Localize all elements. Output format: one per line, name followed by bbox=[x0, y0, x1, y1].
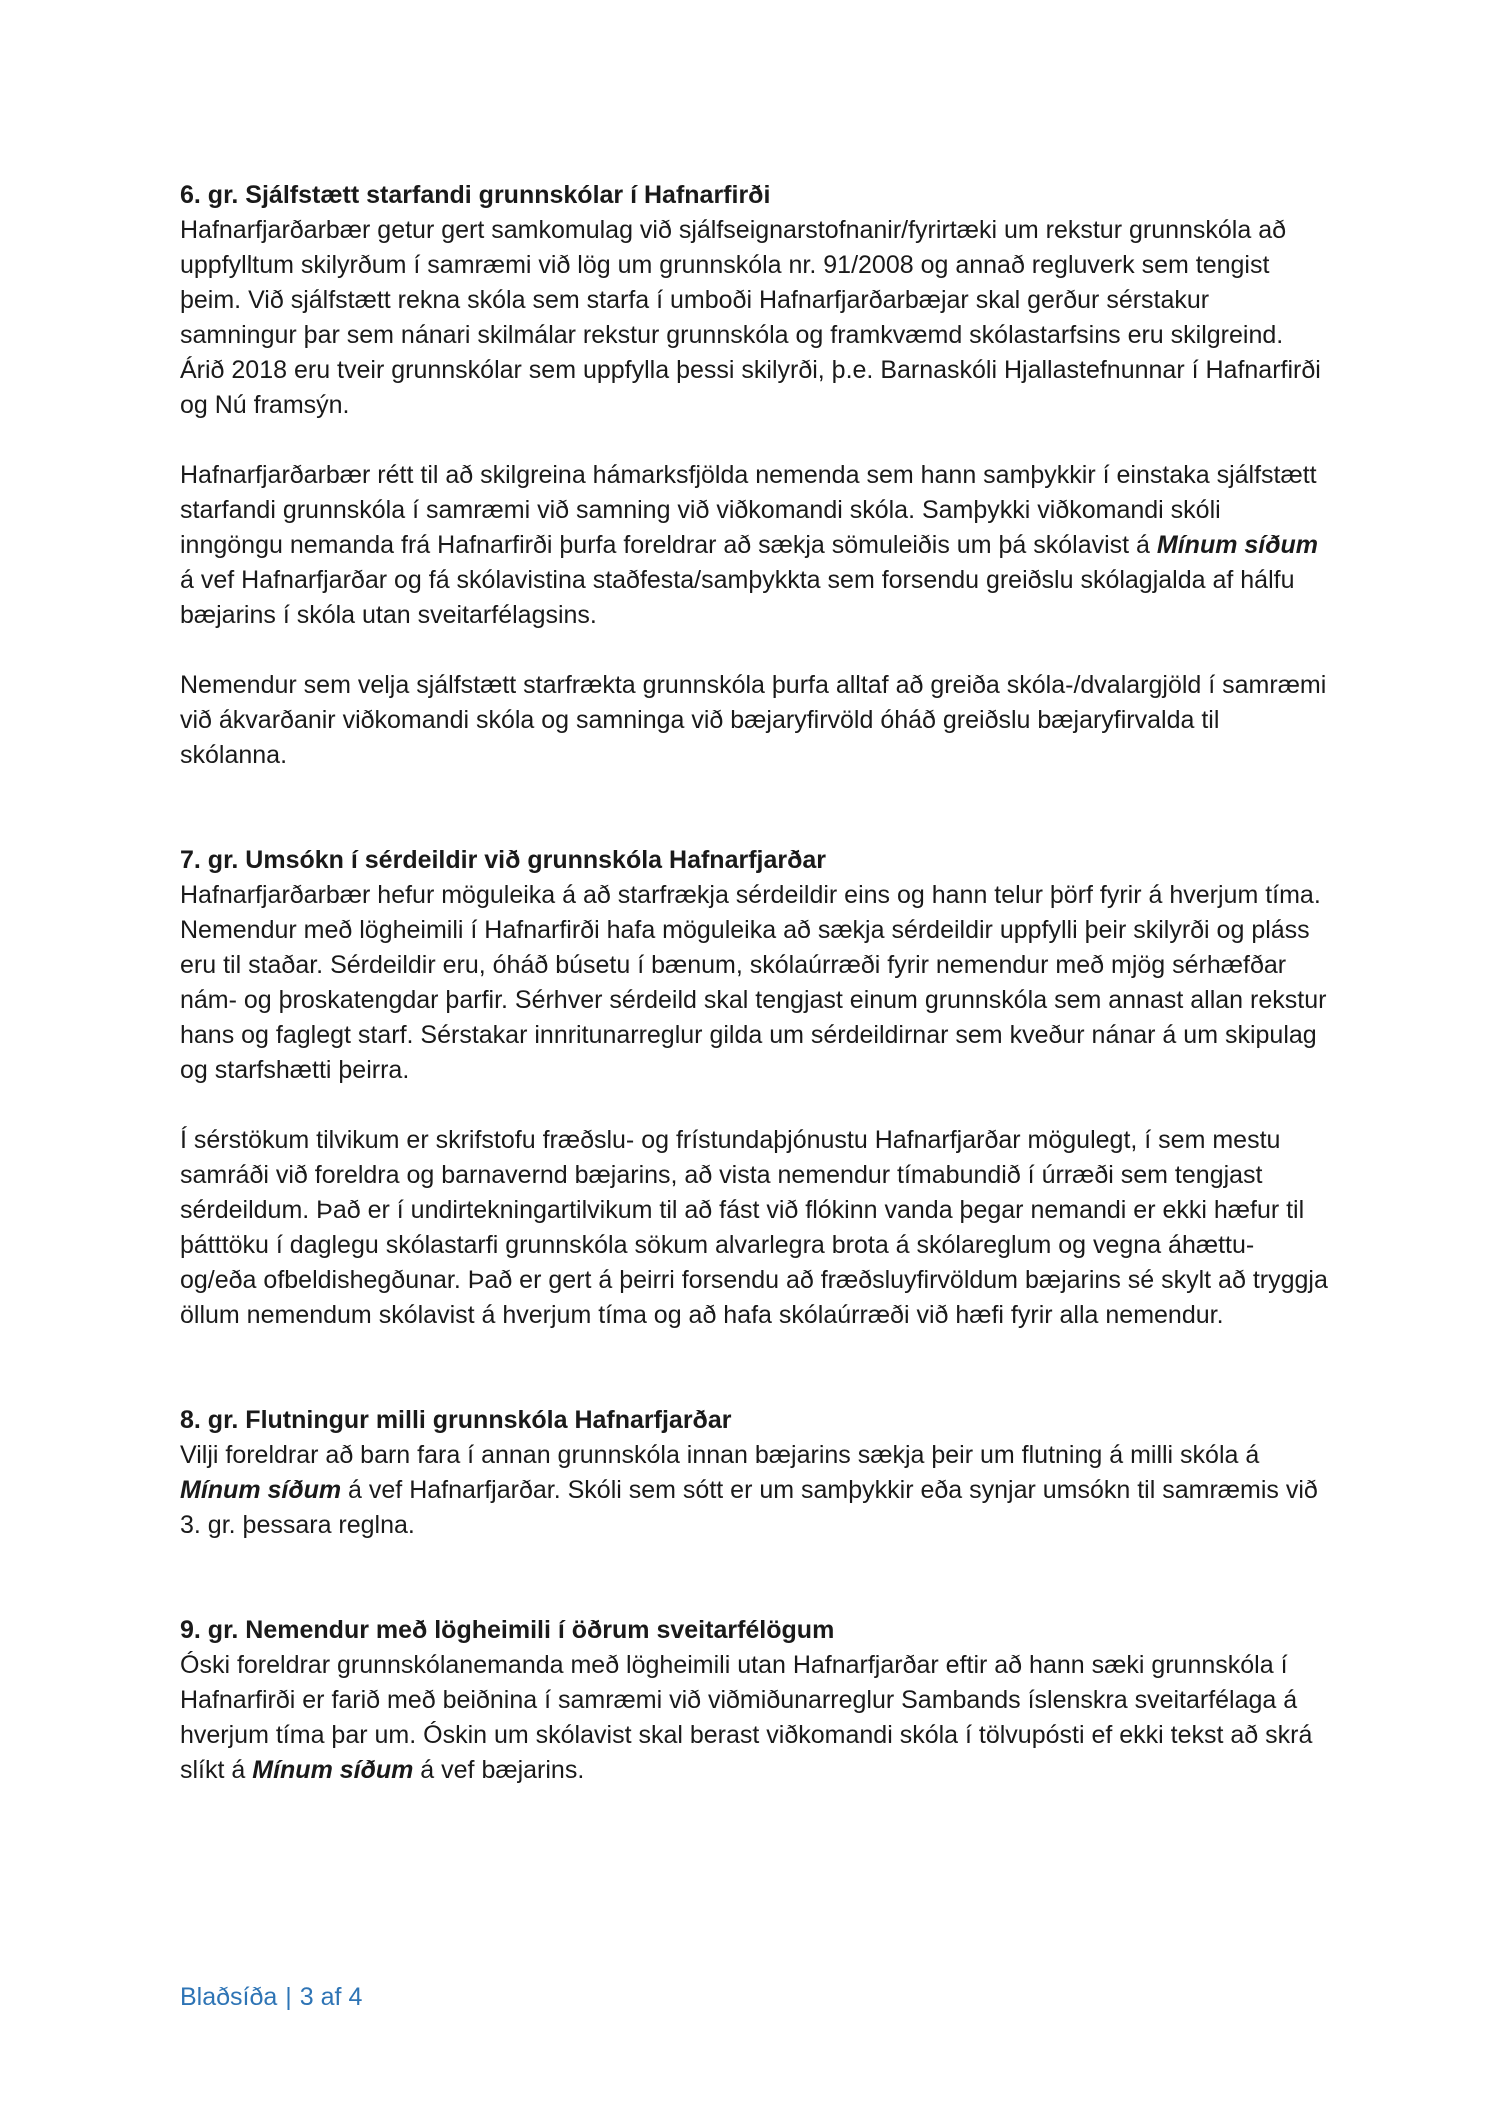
paragraph-text: á vef bæjarins. bbox=[413, 1756, 585, 1784]
paragraph: Í sérstökum tilvikum er skrifstofu fræðslu- og frístundaþjónustu Hafnarfjarðar mögulegt, í sem mestu samráði við foreldra og barnavernd bæjarins, að vista nemendur tímabundið í úrræði sem tengjast sérdeildum. Það er í undirtekningartilvikum til að fást við flókinn vanda þegar nemandi er ekki hæfur til þátttöku í daglegu skólastarfi grunnskóla sökum alvarlegra brota á skólareglum og vegna áhættu- og/eða ofbeldishegðunar. Það er gert á þeirri forsendu að fræðsluyfirvöldum bæjarins sé skylt að tryggja öllum nemendum skólavist á hverjum tíma og að hafa skólaúrræði við hæfi fyrir alla nemendur. bbox=[180, 1126, 1328, 1329]
section-6 bbox=[180, 178, 1330, 773]
paragraph-text: Óski foreldrar grunnskólanemanda með lögheimili utan Hafnarfjarðar eftir að hann sæki grunnskóla í Hafnarfirði er farið með beiðnina í samræmi við viðmiðunarreglur Sambands íslenskra sveitarfélaga á hverjum tíma þar um. Óskin um skólavist skal berast viðkomandi skóla í tölvupósti ef ekki tekst að skrá slíkt á bbox=[180, 1651, 1313, 1784]
section-7 bbox=[180, 843, 1330, 1333]
section-8 bbox=[180, 1403, 1330, 1543]
paragraph: Hafnarfjarðarbær hefur möguleika á að starfrækja sérdeildir eins og hann telur þörf fyrir á hverjum tíma. Nemendur með lögheimili í Hafnarfirði hafa möguleika að sækja sérdeildir uppfylli þeir skilyrði og pláss eru til staðar. Sérdeildir eru, óháð búsetu í bænum, skólaúrræði fyrir nemendur með mjög sérhæfðar nám- og þroskatengdar þarfir. Sérhver sérdeild skal tengjast einum grunnskóla sem annast allan rekstur hans og faglegt starf. Sérstakar innritunarreglur gilda um sérdeildirnar sem kveður nánar á um skipulag og starfshætti þeirra. bbox=[180, 881, 1327, 1084]
paragraph-text: Vilji foreldrar að barn fara í annan grunnskóla innan bæjarins sækja þeir um flutning á milli skóla á bbox=[180, 1441, 1260, 1469]
section-heading: 7. gr. Umsókn í sérdeildir við grunnskóla Hafnarfjarðar bbox=[180, 846, 827, 874]
page-footer bbox=[180, 1980, 362, 2015]
section-heading: 8. gr. Flutningur milli grunnskóla Hafnarfjarðar bbox=[180, 1406, 732, 1434]
section-heading: 6. gr. Sjálfstætt starfandi grunnskólar í Hafnarfirði bbox=[180, 181, 771, 209]
section-9 bbox=[180, 1613, 1330, 1788]
document-page bbox=[180, 178, 1330, 1788]
minum-sidum-emphasis: Mínum síðum bbox=[180, 1476, 342, 1504]
section-heading: 9. gr. Nemendur með lögheimili í öðrum sveitarfélögum bbox=[180, 1616, 835, 1644]
page-number: 3 af 4 bbox=[299, 1983, 363, 2011]
footer-label: Blaðsíða bbox=[180, 1983, 278, 2011]
paragraph: Nemendur sem velja sjálfstætt starfrækta grunnskóla þurfa alltaf að greiða skóla-/dvalargjöld í samræmi við ákvarðanir viðkomandi skóla og samninga við bæjaryfirvöld óháð greiðslu bæjaryfirvalda til skólanna. bbox=[180, 671, 1327, 769]
footer-separator: | bbox=[285, 1983, 292, 2011]
paragraph-text: Hafnarfjarðarbær rétt til að skilgreina hámarksfjölda nemenda sem hann samþykkir í einstaka sjálfstætt starfandi grunnskóla í samræmi við samning við viðkomandi skóla. Samþykki viðkomandi skóli inngöngu nemanda frá Hafnarfirði þurfa foreldrar að sækja sömuleiðis um þá skólavist á bbox=[180, 461, 1317, 559]
paragraph bbox=[180, 458, 1330, 633]
paragraph bbox=[180, 1648, 1330, 1788]
paragraph bbox=[180, 1438, 1330, 1543]
minum-sidum-emphasis: Mínum síðum bbox=[252, 1756, 414, 1784]
minum-sidum-emphasis: Mínum síðum bbox=[1156, 531, 1319, 559]
paragraph: Hafnarfjarðarbær getur gert samkomulag við sjálfseignarstofnanir/fyrirtæki um rekstur grunnskóla að uppfylltum skilyrðum í samræmi við lög um grunnskóla nr. 91/2008 og annað regluverk sem tengist þeim. Við sjálfstætt rekna skóla sem starfa í umboði Hafnarfjarðarbæjar skal gerður sérstakur samningur þar sem nánari skilmálar rekstur grunnskóla og framkvæmd skólastarfsins eru skilgreind. Árið 2018 eru tveir grunnskólar sem uppfylla þessi skilyrði, þ.e. Barnaskóli Hjallastefnunnar í Hafnarfirði og Nú framsýn. bbox=[180, 216, 1321, 419]
paragraph-text: á vef Hafnarfjarðar og fá skólavistina staðfesta/samþykkta sem forsendu greiðslu skólagjalda af hálfu bæjarins í skóla utan sveitarfélagsins. bbox=[180, 566, 1295, 629]
paragraph-text: á vef Hafnarfjarðar. Skóli sem sótt er um samþykkir eða synjar umsókn til samræmis við 3. gr. þessara reglna. bbox=[180, 1476, 1318, 1539]
